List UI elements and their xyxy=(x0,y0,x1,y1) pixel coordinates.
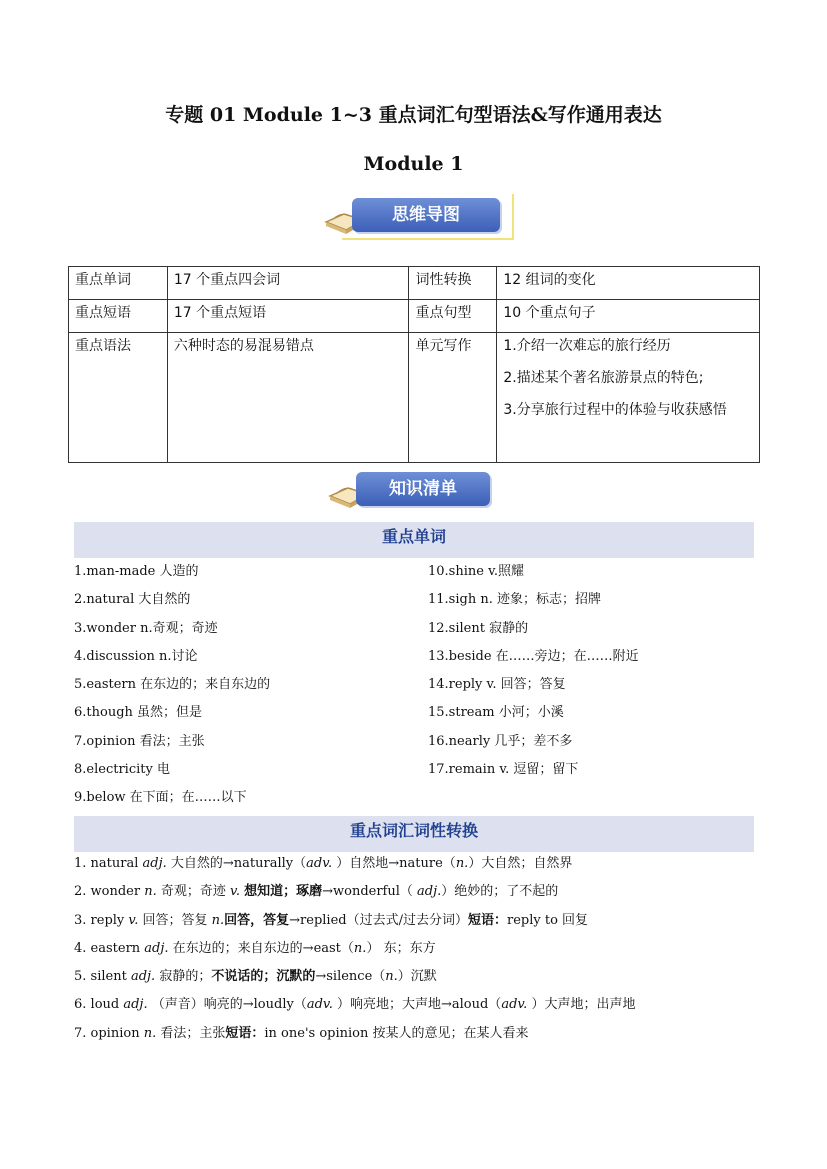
entry-text: （声音）响亮的→loudly（ xyxy=(147,997,307,1013)
mind-map-banner xyxy=(322,194,516,240)
knowledge-label: 知识清单 xyxy=(356,472,490,506)
entry-text: ）大声地；出声地 xyxy=(527,997,636,1013)
entry-text: →wonderful（ xyxy=(322,884,418,900)
vocab-column-left xyxy=(74,564,270,819)
banner-underline xyxy=(342,238,514,240)
entry-text: 奇观；奇迹 xyxy=(156,884,231,900)
list-item xyxy=(74,1026,774,1054)
pos-tag: n. xyxy=(455,856,469,871)
entry-bold: 想知道；琢磨 xyxy=(244,884,323,900)
list-item: 12.silent 寂静的 xyxy=(428,620,529,636)
entry-word: 1. natural xyxy=(74,856,143,871)
entry-text: →silence（ xyxy=(315,969,386,985)
entry-word: 2. wonder xyxy=(74,884,145,900)
pos-tag: n. xyxy=(211,912,225,928)
entry-text: 寂静的； xyxy=(155,969,212,985)
pos-tag: adj. xyxy=(123,997,148,1013)
banner-divider xyxy=(512,194,514,240)
entry-bold: 回答，答复 xyxy=(224,912,290,928)
entry-text: ） 东；东方 xyxy=(366,940,436,956)
list-item: 2.natural 大自然的 xyxy=(74,592,191,608)
list-item: 9.below 在下面；在……以下 xyxy=(74,790,247,806)
mind-map-label: 思维导图 xyxy=(352,198,500,232)
entry-text: ）沉默 xyxy=(397,969,437,985)
writing-task: 3.分享旅行过程中的体验与收获感悟 xyxy=(503,402,727,418)
entry-text: ）响亮地；大声地→aloud（ xyxy=(332,997,502,1013)
table-cell: 重点语法 xyxy=(69,333,168,463)
table-cell: 重点单词 xyxy=(69,267,168,300)
list-item: 4.discussion n.讨论 xyxy=(74,648,198,664)
entry-bold: 短语： xyxy=(225,1025,265,1041)
table-cell: 17 个重点四会词 xyxy=(167,267,409,300)
pos-tag: adj. xyxy=(417,884,442,900)
entry-bold: 不说话的；沉默的 xyxy=(211,969,316,985)
table-cell: 10 个重点句子 xyxy=(497,300,760,333)
vocab-list xyxy=(74,564,754,824)
entry-text: 看法；主张 xyxy=(156,1025,226,1041)
writing-task: 2.描述某个著名旅游景点的特色; xyxy=(503,370,704,386)
list-item xyxy=(74,884,774,912)
conversion-section-header: 重点词汇词性转换 xyxy=(74,816,754,852)
entry-text: ）自然地→nature（ xyxy=(332,856,456,871)
writing-task: 1.介绍一次难忘的旅行经历 xyxy=(503,338,671,354)
list-item xyxy=(74,941,774,969)
list-item: 15.stream 小河；小溪 xyxy=(428,705,564,721)
entry-text: reply to 回复 xyxy=(507,912,589,928)
list-item: 14.reply v. 回答；答复 xyxy=(428,677,566,693)
vocab-column-right xyxy=(428,564,639,790)
entry-word: 7. opinion xyxy=(74,1025,144,1041)
pos-tag: n. xyxy=(385,969,398,985)
table-cell: 12 组词的变化 xyxy=(497,267,760,300)
pos-tag: adj. xyxy=(142,856,167,871)
pos-tag: v. xyxy=(230,884,240,900)
list-item: 5.eastern 在东边的；来自东边的 xyxy=(74,677,271,693)
table-cell: 重点句型 xyxy=(409,300,497,333)
vocab-section-header: 重点单词 xyxy=(74,522,754,558)
table-cell: 词性转换 xyxy=(409,267,497,300)
entry-word: 4. eastern xyxy=(74,940,145,956)
pos-tag: n. xyxy=(143,1025,157,1041)
list-item xyxy=(74,969,774,997)
list-item: 7.opinion 看法；主张 xyxy=(74,733,205,749)
pos-tag: adj. xyxy=(144,940,169,956)
module-title: Module 1 xyxy=(363,153,464,175)
pos-tag: adv. xyxy=(306,997,333,1013)
pos-tag: adv. xyxy=(501,997,528,1013)
list-item: 3.wonder n.奇观；奇迹 xyxy=(74,620,218,636)
list-item xyxy=(74,913,774,941)
list-item: 10.shine v.照耀 xyxy=(428,564,525,579)
pos-tag: v. xyxy=(128,912,139,928)
entry-text: →replied（过去式/过去分词） xyxy=(289,912,468,928)
page-title: 专题 01 Module 1~3 重点词汇句型语法&写作通用表达 xyxy=(165,104,662,126)
pos-tag: adj. xyxy=(130,969,156,985)
list-item: 1.man-made 人造的 xyxy=(74,564,199,579)
entry-text: ）绝妙的；了不起的 xyxy=(441,884,559,900)
list-item xyxy=(74,997,774,1025)
writing-tasks-cell xyxy=(497,333,760,463)
entry-word: 3. reply xyxy=(74,912,129,928)
knowledge-banner xyxy=(326,468,506,514)
table-cell: 单元写作 xyxy=(409,333,497,463)
pos-tag: n. xyxy=(353,940,367,956)
table-cell: 17 个重点短语 xyxy=(167,300,409,333)
entry-text: 大自然的→naturally（ xyxy=(166,856,307,871)
list-item xyxy=(74,856,774,884)
list-item: 11.sigh n. 迹象；标志；招牌 xyxy=(428,592,601,608)
conversion-list xyxy=(74,856,774,1054)
entry-text: 在东边的；来自东边的→east（ xyxy=(168,940,354,956)
list-item: 16.nearly 几乎；差不多 xyxy=(428,733,573,749)
pos-tag: n. xyxy=(144,884,157,900)
entry-bold: 短语： xyxy=(467,912,507,928)
entry-word: 5. silent xyxy=(74,969,131,985)
entry-text: ）大自然；自然界 xyxy=(468,856,573,871)
list-item: 8.electricity 电 xyxy=(74,762,170,778)
list-item: 13.beside 在……旁边；在……附近 xyxy=(428,648,639,664)
table-row xyxy=(69,300,760,333)
entry-text: 回答；答复 xyxy=(138,912,212,928)
table-row xyxy=(69,333,760,463)
entry-text: in one's opinion 按某人的意见；在某人看来 xyxy=(264,1025,529,1041)
entry-word: 6. loud xyxy=(74,997,124,1013)
table-row xyxy=(69,267,760,300)
list-item: 6.though 虽然；但是 xyxy=(74,705,203,721)
overview-table xyxy=(68,266,760,463)
pos-tag: adv. xyxy=(306,856,333,871)
table-cell: 重点短语 xyxy=(69,300,168,333)
list-item: 17.remain v. 逗留；留下 xyxy=(428,762,579,778)
table-cell: 六种时态的易混易错点 xyxy=(167,333,409,463)
